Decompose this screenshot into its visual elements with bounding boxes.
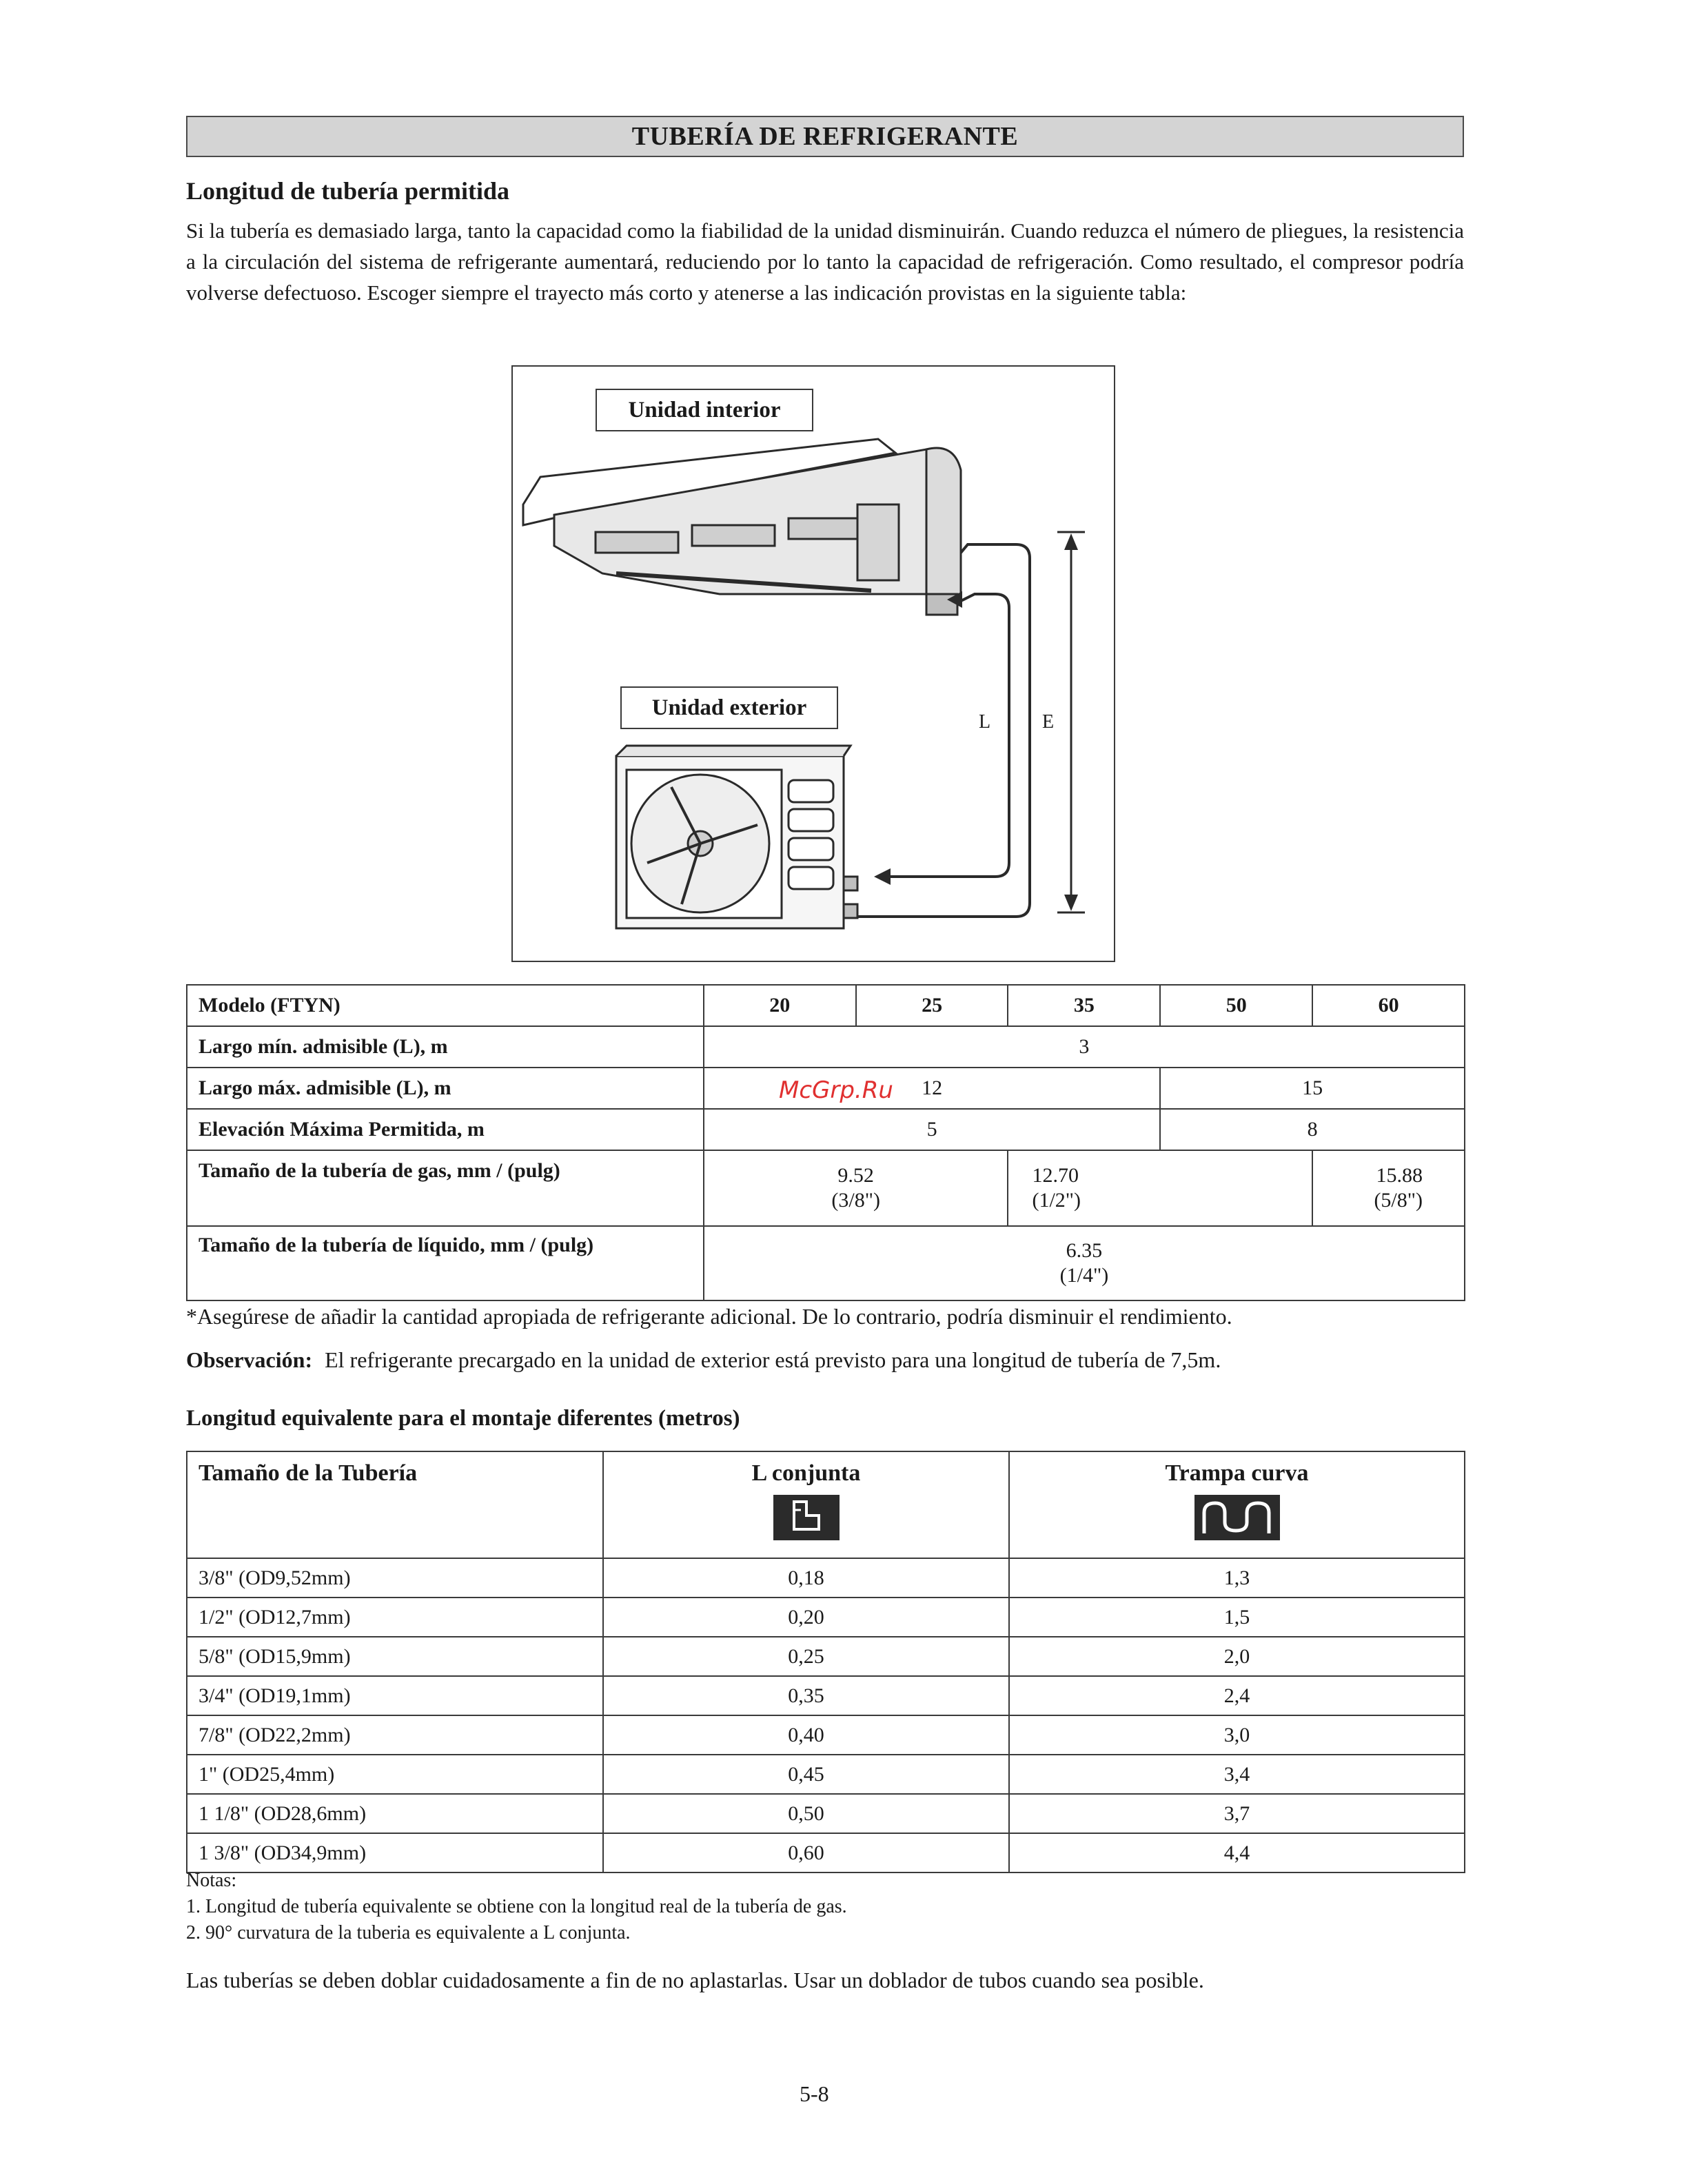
gas-pipe-mm-c: 15.88 — [1376, 1164, 1423, 1187]
model-60: 60 — [1312, 985, 1465, 1026]
notes-block — [186, 1868, 847, 1946]
gas-pipe-label: Tamaño de la tubería de gas, mm / (pulg) — [187, 1150, 704, 1226]
gas-pipe-mm-a: 9.52 — [837, 1164, 874, 1187]
pipe-size-cell: 1 1/8" (OD28,6mm) — [187, 1794, 603, 1833]
trap-bend-value: 3,4 — [1009, 1755, 1465, 1794]
table-row — [187, 1026, 1465, 1068]
liquid-pipe-mm: 6.35 — [1066, 1239, 1103, 1262]
indoor-unit-label: Unidad interior — [596, 389, 813, 431]
l-joint-value: 0,35 — [603, 1676, 1009, 1715]
min-length-label: Largo mín. admisible (L), m — [187, 1026, 704, 1068]
table-row — [187, 1558, 1465, 1598]
table-row — [187, 1833, 1465, 1872]
length-label-l: L — [979, 711, 991, 733]
trap-bend-icon — [1194, 1495, 1280, 1540]
min-length-value: 3 — [704, 1026, 1465, 1068]
l-joint-label: L conjunta — [751, 1460, 861, 1486]
trap-bend-value: 3,7 — [1009, 1794, 1465, 1833]
elevation-arrow-top — [1064, 533, 1078, 550]
equivalent-length-table — [186, 1451, 1465, 1873]
max-length-label: Largo máx. admisible (L), m — [187, 1068, 704, 1109]
refrigerant-note: *Asegúrese de añadir la cantidad apropiada de refrigerante adicional. De lo contrario, podría disminuir el rendimiento. — [186, 1304, 1232, 1329]
l-joint-value: 0,60 — [603, 1833, 1009, 1872]
l-joint-value: 0,50 — [603, 1794, 1009, 1833]
table-row — [187, 1598, 1465, 1637]
table-row — [187, 985, 1465, 1026]
gas-pipe-value-a — [704, 1150, 1008, 1226]
pipe-size-cell: 1" (OD25,4mm) — [187, 1755, 603, 1794]
intro-paragraph: Si la tubería es demasiado larga, tanto la capacidad como la fiabilidad de la unidad disminuirán. Cuando reduzca el número de pliegues, la resistencia a la circulación del sistema de refrigerante aumentará, reduciendo por lo tanto la capacidad de refrigeración. Como resultado, el compresor podría volverse defectuoso. Escoger siempre el trayecto más corto y atenerse a las indicación provistas en la siguiente tabla: — [186, 218, 1464, 305]
l-joint-value: 0,25 — [603, 1637, 1009, 1676]
pipe-size-cell: 1 3/8" (OD34,9mm) — [187, 1833, 603, 1872]
gas-pipe-in-c: (5/8") — [1374, 1189, 1423, 1212]
table-row — [187, 1676, 1465, 1715]
trap-bend-value: 1,5 — [1009, 1598, 1465, 1637]
elbow-joint-icon — [773, 1495, 840, 1540]
liquid-pipe-in: (1/4") — [1059, 1264, 1109, 1287]
column-header-trap-bend — [1009, 1451, 1465, 1558]
equivalent-length-rows — [187, 1558, 1465, 1872]
trap-bend-value: 4,4 — [1009, 1833, 1465, 1872]
outdoor-unit-label: Unidad exterior — [620, 686, 838, 729]
max-length-value-a: 12 — [704, 1068, 1160, 1109]
liquid-pipe-label: Tamaño de la tubería de líquido, mm / (pulg) — [187, 1226, 704, 1300]
table-row — [187, 1109, 1465, 1150]
model-header: Modelo (FTYN) — [187, 985, 704, 1026]
column-header-pipe-size: Tamaño de la Tubería — [187, 1451, 603, 1558]
page-title: TUBERÍA DE REFRIGERANTE — [186, 116, 1464, 157]
pipe-arrow-outdoor — [874, 868, 891, 885]
gas-pipe-value-b — [1008, 1150, 1312, 1226]
max-length-value-b: 15 — [1160, 1068, 1465, 1109]
trap-bend-value: 2,4 — [1009, 1676, 1465, 1715]
column-header-l-joint — [603, 1451, 1009, 1558]
table-header-row — [187, 1451, 1465, 1558]
trap-bend-value: 1,3 — [1009, 1558, 1465, 1598]
table-row — [187, 1637, 1465, 1676]
l-joint-value: 0,20 — [603, 1598, 1009, 1637]
pipe-size-cell: 1/2" (OD12,7mm) — [187, 1598, 603, 1637]
model-50: 50 — [1160, 985, 1312, 1026]
gas-pipe-in-b: (1/2") — [1032, 1189, 1081, 1212]
table-row — [187, 1226, 1465, 1300]
observation-label: Observación: — [186, 1347, 313, 1372]
pipe-spec-table — [186, 984, 1465, 1301]
table-row — [187, 1794, 1465, 1833]
indoor-unit-illustration — [523, 439, 961, 615]
liquid-pipe-value — [704, 1226, 1465, 1300]
gas-pipe-value-c — [1312, 1150, 1465, 1226]
elevation-arrow-bottom — [1064, 895, 1078, 911]
elevation-label-e: E — [1042, 711, 1055, 733]
gas-pipe-in-a: (3/8") — [831, 1189, 880, 1212]
l-joint-value: 0,40 — [603, 1715, 1009, 1755]
trap-bend-label: Trampa curva — [1165, 1460, 1309, 1486]
section-heading-allowed-length: Longitud de tubería permitida — [186, 177, 510, 205]
table-row — [187, 1755, 1465, 1794]
pipe-size-cell: 7/8" (OD22,2mm) — [187, 1715, 603, 1755]
trap-bend-value: 3,0 — [1009, 1715, 1465, 1755]
l-joint-value: 0,18 — [603, 1558, 1009, 1598]
observation-text: El refrigerante precargado en la unidad de exterior está previsto para una longitud de tubería de 7,5m. — [325, 1347, 1221, 1372]
watermark-text: McGrp.Ru — [779, 1076, 893, 1104]
note-item-2: 2. 90° curvatura de la tuberia es equivalente a L conjunta. — [186, 1922, 631, 1943]
piping-diagram — [511, 365, 1115, 962]
elevation-value-a: 5 — [704, 1109, 1160, 1150]
pipe-size-cell: 5/8" (OD15,9mm) — [187, 1637, 603, 1676]
l-joint-value: 0,45 — [603, 1755, 1009, 1794]
table-row — [187, 1150, 1465, 1226]
notes-title: Notas: — [186, 1870, 237, 1891]
page-number: 5-8 — [800, 2081, 829, 2106]
model-25: 25 — [856, 985, 1008, 1026]
piping-diagram-drawing — [513, 367, 1114, 961]
table-row — [187, 1715, 1465, 1755]
model-20: 20 — [704, 985, 856, 1026]
section-heading-equivalent-length: Longitud equivalente para el montaje diferentes (metros) — [186, 1406, 740, 1431]
note-item-1: 1. Longitud de tubería equivalente se obtiene con la longitud real de la tubería de gas. — [186, 1896, 847, 1917]
elevation-label: Elevación Máxima Permitida, m — [187, 1109, 704, 1150]
bending-instruction: Las tuberías se deben doblar cuidadosamente a fin de no aplastarlas. Usar un doblador de tubos cuando sea posible. — [186, 1968, 1204, 1992]
elevation-arrow — [1057, 532, 1085, 912]
model-35: 35 — [1008, 985, 1160, 1026]
observation-note — [186, 1347, 1221, 1373]
trap-bend-value: 2,0 — [1009, 1637, 1465, 1676]
outdoor-unit-illustration — [616, 746, 857, 928]
elevation-value-b: 8 — [1160, 1109, 1465, 1150]
pipe-size-cell: 3/8" (OD9,52mm) — [187, 1558, 603, 1598]
pipe-size-cell: 3/4" (OD19,1mm) — [187, 1676, 603, 1715]
gas-pipe-mm-b: 12.70 — [1032, 1164, 1079, 1187]
